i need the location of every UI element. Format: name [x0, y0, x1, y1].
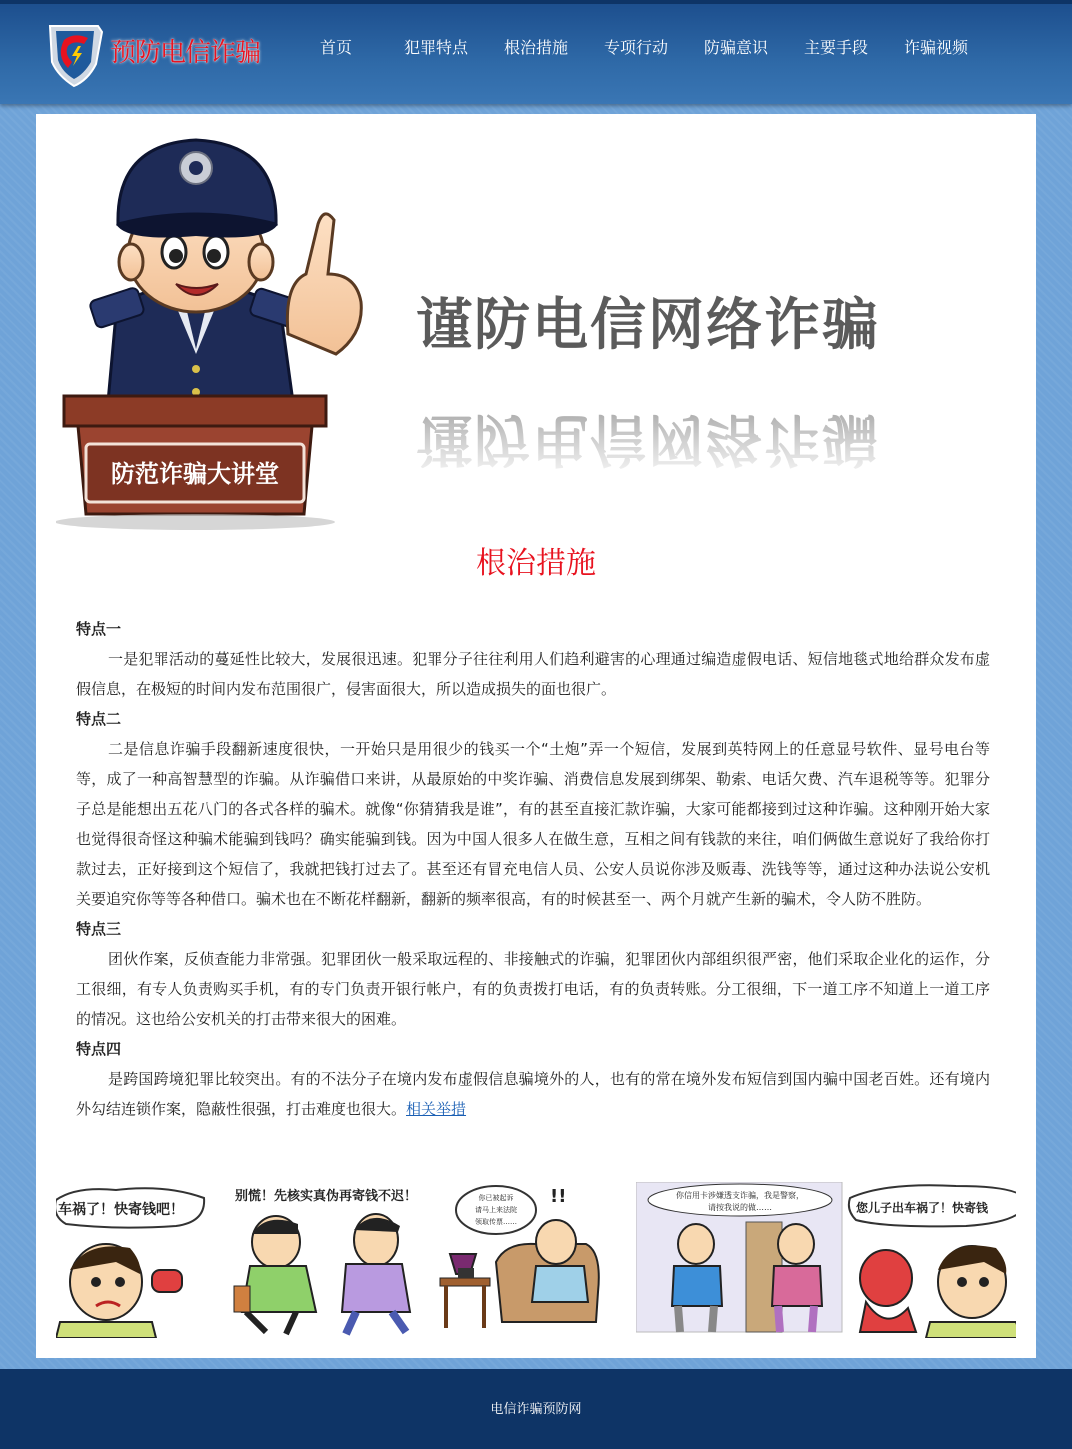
cartoon-panel-5: [846, 1182, 1016, 1338]
cartoon-panel-1: [56, 1182, 206, 1338]
nav-home[interactable]: 首页: [319, 38, 352, 57]
nav-measures[interactable]: 根治措施: [503, 38, 568, 57]
feature-text-4: 是跨国跨境犯罪比较突出。有的不法分子在境内发布虚假信息骗境外的人，也有的常在境外发布短信到国内骗中国老百姓。还有境内外勾结连锁作案，隐蔽性很强，打击难度也很大。: [76, 1070, 990, 1118]
feature-heading-2: 特点二: [76, 710, 122, 728]
cartoon-caption-4a: 你信用卡涉嫌透支诈骗，我是警察，: [676, 1191, 804, 1200]
main-nav: [286, 4, 986, 96]
feature-heading-1: 特点一: [76, 620, 122, 638]
svg-text:谨防电信网络诈骗: 谨防电信网络诈骗: [416, 406, 880, 471]
cartoon-caption-3a: 你已被起诉: [478, 1194, 514, 1202]
cartoon-caption-4b: 请按我说的做……: [708, 1203, 772, 1212]
banner-headline: 谨防电信网络诈骗: [416, 293, 880, 358]
cartoon-caption-3c: 领取传票……: [475, 1218, 517, 1226]
feature-paragraph-2: 二是信息诈骗手段翻新速度很快，一开始只是用很少的钱买一个“土炮”弄一个短信，发展到英特网上的任意显号软件、显号电台等等，成了一种高智慧型的诈骗。从诈骗借口来讲，从最原始的中奖诈骗、消费信息发展到绑架、勒索、电话欠费、汽车退税等等。犯罪分子总是能想出五花八门的各式各样的骗术。就像“你猜猜我是谁”，有的甚至直接汇款诈骗，大家可能都接到过这种诈骗。这种刚开始大家也觉得很奇怪这种骗术能骗到钱吗？确实能骗到钱。因为中国人很多人在做生意，互相之间有钱款的来往，咱们俩做生意说好了我给你打款过去，正好接到这个短信了，我就把钱打过去了。甚至还有冒充电信人员、公安人员说你涉及贩毒、洗钱等等，通过这种办法说公安机关要追究你等等各种借口。骗术也在不断花样翻新，翻新的频率很高，有的时候甚至一、两个月就产生新的骗术，令人防不胜防。: [76, 740, 990, 908]
feature-paragraph-3: 团伙作案，反侦查能力非常强。犯罪团伙一般采取远程的、非接触式的诈骗，犯罪团伙内部组织很严密，他们采取企业化的运作，分工很细，有专人负责购买手机，有的专门负责开银行帐户，有的负责拨打电话，有的负责转账。分工很细，下一道工序不知道上一道工序的情况。这也给公安机关的打击带来很大的困难。: [76, 950, 990, 1028]
feature-heading-3: 特点三: [76, 920, 122, 938]
cartoon-strip: [56, 1182, 1016, 1338]
article-body: [76, 614, 990, 1124]
svg-text:!!: !!: [550, 1186, 567, 1207]
cartoon-caption-5: 您儿子出车祸了！快寄钱: [856, 1201, 989, 1215]
shield-icon: [44, 18, 108, 88]
footer-text: 电信诈骗预防网: [490, 1402, 582, 1417]
cartoon-caption-3b: 请马上来法院: [475, 1206, 517, 1214]
nav-videos[interactable]: 诈骗视频: [903, 38, 968, 57]
related-measures-link[interactable]: 相关举措: [406, 1100, 467, 1118]
logo-text: 预防电信诈骗: [110, 38, 261, 68]
page-title: 根治措施: [476, 546, 596, 581]
nav-crime-features[interactable]: 犯罪特点: [403, 38, 468, 57]
nav-special-actions[interactable]: 专项行动: [603, 38, 668, 57]
feature-paragraph-1: 一是犯罪活动的蔓延性比较大，发展很迅速。犯罪分子往往利用人们趋利避害的心理通过编造虚假电话、短信地毯式地给群众发布虚假信息，在极短的时间内发布范围很广，侵害面很大，所以造成损失的面也很广。: [76, 650, 990, 698]
site-header: [0, 0, 1072, 104]
main-panel: [36, 114, 1036, 1358]
nav-awareness[interactable]: 防骗意识: [703, 38, 768, 57]
cartoon-panel-4: [636, 1182, 846, 1338]
feature-paragraph-4: [76, 1064, 990, 1124]
cartoon-caption-1: 车祸了！快寄钱吧！: [58, 1202, 184, 1218]
cartoon-caption-2: 别慌！先核实真伪再寄钱不迟！: [234, 1189, 418, 1204]
site-logo[interactable]: [44, 18, 274, 88]
cartoon-panel-2: [206, 1182, 436, 1338]
podium-text: 防范诈骗大讲堂: [111, 460, 279, 488]
banner-headline-reflection: [416, 406, 880, 471]
site-footer: [0, 1369, 1072, 1449]
feature-heading-4: 特点四: [76, 1040, 122, 1058]
nav-main-methods[interactable]: 主要手段: [803, 38, 868, 57]
banner-illustration: [56, 124, 956, 532]
cartoon-panel-3: [436, 1182, 636, 1338]
